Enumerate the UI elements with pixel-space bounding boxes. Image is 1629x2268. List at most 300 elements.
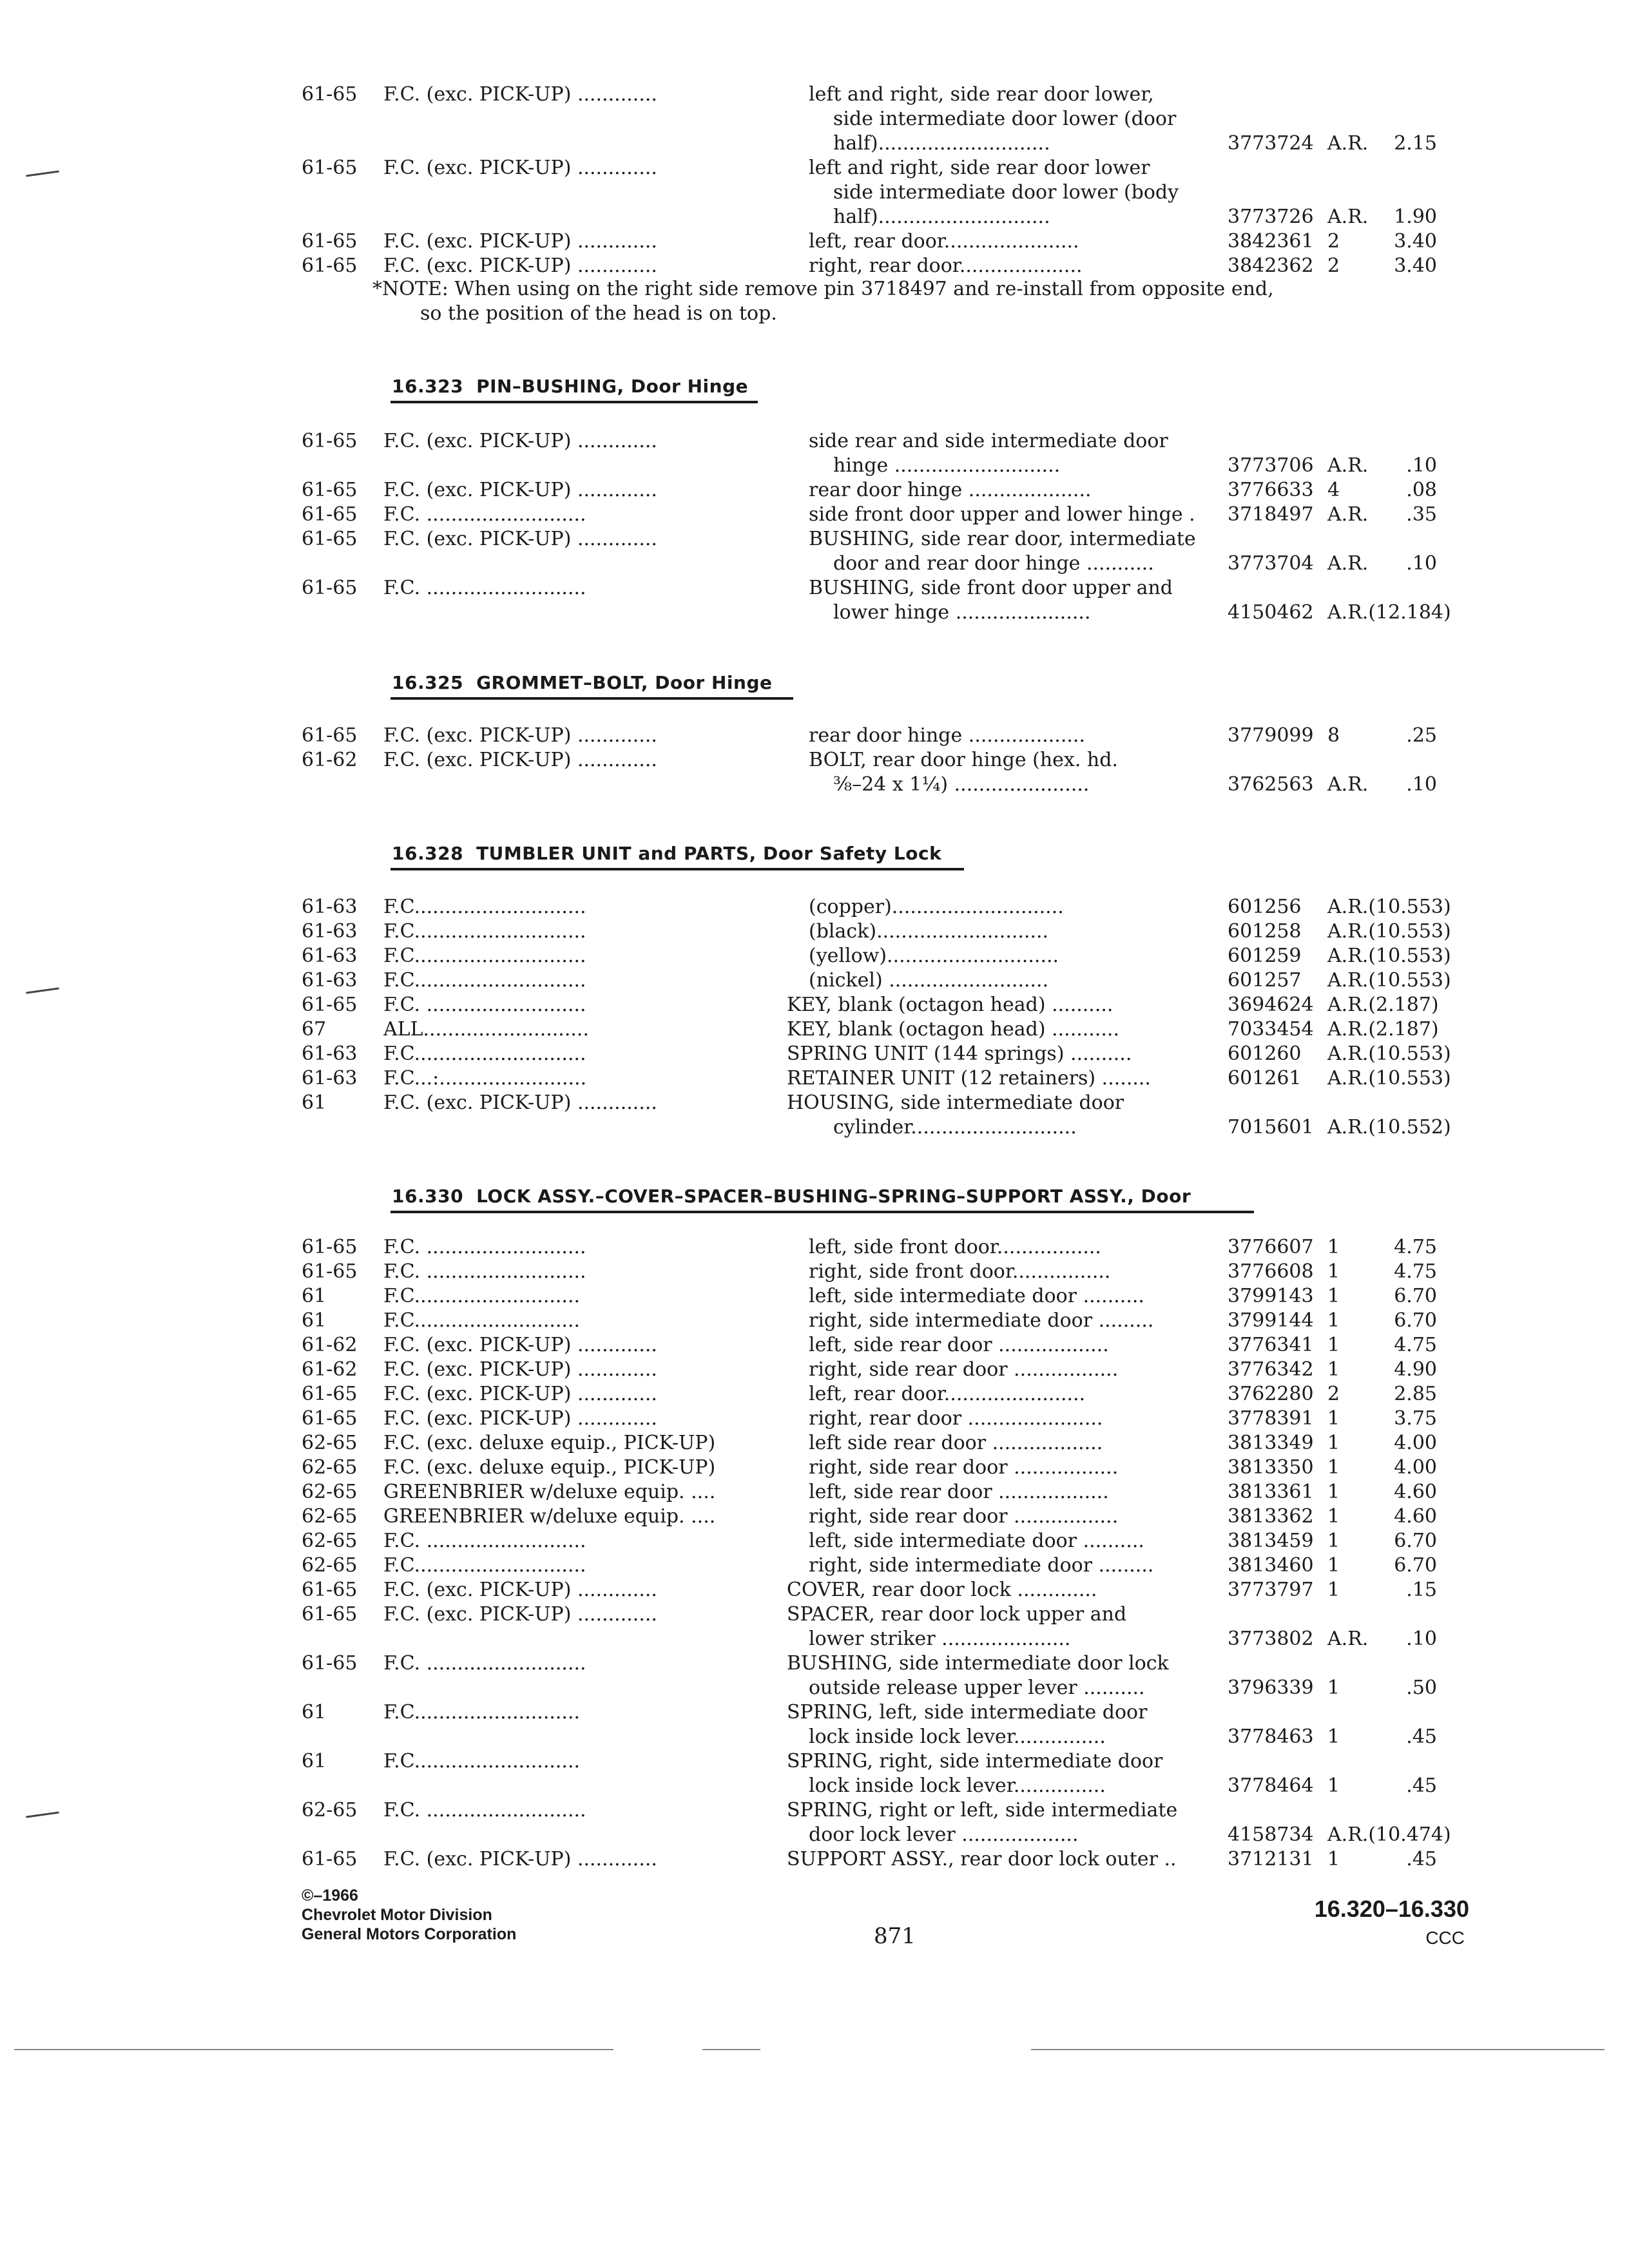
year-range: 61-65: [302, 577, 358, 599]
description: side rear and side intermediate door: [809, 430, 1168, 452]
quantity: A.R.(12.184): [1327, 601, 1451, 624]
catalog-entry: [0, 968, 1629, 993]
price: 2.15: [1394, 132, 1437, 155]
year-range: 62-65: [302, 1799, 358, 1821]
quantity: 2: [1327, 255, 1340, 277]
quantity: A.R.(2.187): [1327, 1018, 1439, 1041]
catalog-entry: [0, 1553, 1629, 1578]
year-range: 61-65: [302, 430, 358, 452]
catalog-entry: [0, 156, 1629, 228]
description: COVER, rear door lock .............: [787, 1579, 1097, 1601]
model: F.C...........................: [383, 1701, 581, 1724]
year-range: 62-65: [302, 1530, 358, 1552]
part-number: 3773802: [1228, 1628, 1314, 1650]
year-range: 61-65: [302, 1579, 358, 1601]
quantity: 2: [1327, 230, 1340, 253]
model: ALL...........................: [383, 1018, 589, 1041]
catalog-entry: [0, 1017, 1629, 1042]
page-edge-line: [14, 2049, 613, 2050]
catalog-entry: [0, 1700, 1629, 1748]
description: right, rear door ......................: [809, 1407, 1103, 1430]
section-number: 16.330: [392, 1186, 464, 1207]
quantity: 1: [1327, 1774, 1340, 1797]
quantity: A.R.: [1327, 552, 1369, 575]
model: F.C. ..........................: [383, 1530, 586, 1552]
section-header: [392, 1184, 1191, 1209]
description: side front door upper and lower hinge .: [809, 503, 1195, 526]
model: F.C. (exc. PICK-UP) .............: [383, 255, 657, 277]
section-title: GROMMET–BOLT,: [476, 672, 648, 693]
catalog-entry: [0, 229, 1629, 254]
description: left, side front door.................: [809, 1236, 1101, 1258]
description-continued: lock inside lock lever...............: [809, 1774, 1106, 1797]
price: 4.75: [1394, 1334, 1437, 1356]
quantity: A.R.(10.553): [1327, 1043, 1451, 1065]
price: 3.40: [1394, 230, 1437, 253]
price: 6.70: [1394, 1309, 1437, 1332]
description: right, side rear door .................: [809, 1358, 1119, 1381]
price: 6.70: [1394, 1285, 1437, 1307]
model: F.C. ..........................: [383, 503, 586, 526]
price: .10: [1406, 552, 1437, 575]
description: left, side intermediate door ..........: [809, 1285, 1144, 1307]
part-number: 3712131: [1228, 1848, 1314, 1870]
catalog-entry: [0, 1504, 1629, 1529]
section-number: 16.325: [392, 672, 464, 693]
year-range: 61-65: [302, 503, 358, 526]
part-number: 3799144: [1228, 1309, 1314, 1332]
description-continued: ⅜–24 x 1¼) ......................: [833, 773, 1090, 796]
year-range: 61: [302, 1285, 327, 1307]
price: 4.90: [1394, 1358, 1437, 1381]
year-range: 61-65: [302, 1383, 358, 1405]
part-number: 3813349: [1228, 1432, 1314, 1454]
part-number: 3718497: [1228, 503, 1314, 526]
model: F.C. (exc. PICK-UP) .............: [383, 1383, 657, 1405]
model: F.C. (exc. deluxe equip., PICK-UP): [383, 1432, 716, 1454]
catalog-entry: [0, 503, 1629, 527]
description: BOLT, rear door hinge (hex. hd.: [809, 749, 1118, 771]
catalog-entry: [0, 1847, 1629, 1872]
year-range: 61-65: [302, 1603, 358, 1626]
model: F.C. ..........................: [383, 1799, 586, 1821]
section-underline: [390, 697, 793, 700]
quantity: A.R.(10.553): [1327, 920, 1451, 943]
description-continued: cylinder...........................: [833, 1116, 1077, 1139]
part-number: 3813459: [1228, 1530, 1314, 1552]
model: F.C. (exc. PICK-UP) .............: [383, 749, 657, 771]
price: 4.00: [1394, 1456, 1437, 1479]
model: F.C............................: [383, 1554, 586, 1577]
year-range: 61-62: [302, 1358, 358, 1381]
part-number: 3778391: [1228, 1407, 1314, 1430]
catalog-entry: [0, 993, 1629, 1017]
price: 4.60: [1394, 1505, 1437, 1528]
part-number: 601260: [1228, 1043, 1302, 1065]
part-number: 4158734: [1228, 1823, 1314, 1846]
model: F.C............................: [383, 920, 586, 943]
quantity: 1: [1327, 1260, 1340, 1283]
model: F.C...........................: [383, 1285, 581, 1307]
page-number: 871: [874, 1923, 916, 1949]
price: 4.75: [1394, 1260, 1437, 1283]
description: left side rear door ..................: [809, 1432, 1103, 1454]
year-range: 61: [302, 1701, 327, 1724]
quantity: 1: [1327, 1677, 1340, 1699]
part-number: 3813460: [1228, 1554, 1314, 1577]
section-underline: [390, 868, 964, 870]
description: (copper)............................: [809, 896, 1064, 918]
description: right, side rear door .................: [809, 1456, 1119, 1479]
model: F.C. (exc. PICK-UP) .............: [383, 1407, 657, 1430]
quantity: A.R.(10.553): [1327, 896, 1451, 918]
model: F.C. (exc. PICK-UP) .............: [383, 83, 657, 106]
description: left, rear door.......................: [809, 1383, 1086, 1405]
description: SUPPORT ASSY., rear door lock outer ..: [787, 1848, 1177, 1870]
description: (black)............................: [809, 920, 1049, 943]
year-range: 62-65: [302, 1505, 358, 1528]
model: F.C...........................: [383, 1309, 581, 1332]
year-range: 61-65: [302, 1407, 358, 1430]
division-name: Chevrolet Motor Division: [302, 1906, 492, 1924]
catalog-entry: [0, 1651, 1629, 1699]
part-number: 3813362: [1228, 1505, 1314, 1528]
description: right, side intermediate door .........: [809, 1309, 1154, 1332]
description: SPRING, left, side intermediate door: [787, 1701, 1148, 1724]
part-number: 3762280: [1228, 1383, 1314, 1405]
description: KEY, blank (octagon head) ..........: [787, 994, 1113, 1016]
catalog-entry: [0, 1042, 1629, 1066]
part-number: 4150462: [1228, 601, 1314, 624]
quantity: 1: [1327, 1334, 1340, 1356]
model: F.C............................: [383, 969, 586, 992]
price: 3.75: [1394, 1407, 1437, 1430]
description: rear door hinge ...................: [809, 724, 1085, 747]
part-number: 601259: [1228, 945, 1302, 967]
description: (yellow)............................: [809, 945, 1059, 967]
quantity: 1: [1327, 1285, 1340, 1307]
quantity: 1: [1327, 1432, 1340, 1454]
catalog-entry: [0, 1066, 1629, 1091]
price: 6.70: [1394, 1530, 1437, 1552]
catalog-entry: [0, 527, 1629, 575]
year-range: 61-65: [302, 157, 358, 179]
price: .08: [1406, 479, 1437, 501]
part-number: 3779099: [1228, 724, 1314, 747]
quantity: A.R.(10.552): [1327, 1116, 1451, 1139]
part-number: 601257: [1228, 969, 1302, 992]
catalog-entry: [0, 1284, 1629, 1309]
model: F.C. ..........................: [383, 1260, 586, 1283]
catalog-entry: [0, 429, 1629, 477]
year-range: 61-63: [302, 945, 358, 967]
catalog-entry: [0, 1358, 1629, 1382]
section-header: [392, 670, 773, 696]
price: .45: [1406, 1725, 1437, 1748]
description-continued: door lock lever ...................: [809, 1823, 1079, 1846]
model: GREENBRIER w/deluxe equip. ....: [383, 1505, 716, 1528]
description: SPACER, rear door lock upper and: [787, 1603, 1127, 1626]
quantity: A.R.(10.553): [1327, 969, 1451, 992]
model: F.C. (exc. PICK-UP) .............: [383, 1091, 657, 1114]
quantity: A.R.: [1327, 1628, 1369, 1650]
quantity: A.R.: [1327, 503, 1369, 526]
description: SPRING, right, side intermediate door: [787, 1750, 1163, 1773]
description: left, side intermediate door ..........: [809, 1530, 1144, 1552]
part-number: 3842362: [1228, 255, 1314, 277]
part-number: 3694624: [1228, 994, 1314, 1016]
quantity: 1: [1327, 1579, 1340, 1601]
model: F.C. (exc. PICK-UP) .............: [383, 230, 657, 253]
year-range: 61-65: [302, 230, 358, 253]
year-range: 61-63: [302, 896, 358, 918]
section-header: [392, 841, 941, 867]
year-range: 61-65: [302, 255, 358, 277]
description-continued: half)............................: [833, 132, 1050, 155]
quantity: 8: [1327, 724, 1340, 747]
quantity: A.R.: [1327, 454, 1369, 477]
section-title: PIN–BUSHING,: [476, 376, 624, 397]
catalog-entry: [0, 1407, 1629, 1431]
price: 3.40: [1394, 255, 1437, 277]
copyright: ©–1966: [302, 1887, 358, 1905]
price: .45: [1406, 1774, 1437, 1797]
description: BUSHING, side front door upper and: [809, 577, 1173, 599]
price: 4.75: [1394, 1236, 1437, 1258]
description: right, rear door....................: [809, 255, 1083, 277]
description: RETAINER UNIT (12 retainers) ........: [787, 1067, 1151, 1090]
page-edge-line: [702, 2049, 760, 2050]
year-range: 62-65: [302, 1554, 358, 1577]
section-title: TUMBLER UNIT: [476, 843, 632, 864]
price: .15: [1406, 1579, 1437, 1601]
quantity: 1: [1327, 1848, 1340, 1870]
note: *NOTE: When using on the right side remove pin 3718497 and re-install from opposite end,: [372, 278, 1274, 300]
description: left and right, side rear door lower: [809, 157, 1150, 179]
description-continued: side intermediate door lower (body: [833, 181, 1179, 204]
price: .10: [1406, 454, 1437, 477]
catalog-entry: [0, 724, 1629, 748]
section-number: 16.328: [392, 843, 464, 864]
catalog-entry: [0, 1382, 1629, 1407]
catalog-entry: [0, 1480, 1629, 1504]
part-number: 3813361: [1228, 1481, 1314, 1503]
model: GREENBRIER w/deluxe equip. ....: [383, 1481, 716, 1503]
quantity: 1: [1327, 1358, 1340, 1381]
year-range: 62-65: [302, 1432, 358, 1454]
quantity: 1: [1327, 1530, 1340, 1552]
year-range: 61-65: [302, 994, 358, 1016]
price: 1.90: [1394, 206, 1437, 228]
quantity: 1: [1327, 1309, 1340, 1332]
catalog-entry: [0, 1602, 1629, 1650]
catalog-entry: [0, 82, 1629, 155]
part-number: 601258: [1228, 920, 1302, 943]
catalog-entry: [0, 576, 1629, 624]
part-number: 3799143: [1228, 1285, 1314, 1307]
description: BUSHING, side rear door, intermediate: [809, 528, 1196, 550]
year-range: 61: [302, 1750, 327, 1773]
section-underline: [390, 401, 758, 403]
part-number: 3776342: [1228, 1358, 1314, 1381]
catalog-entry: [0, 1309, 1629, 1333]
model: F.C. ..........................: [383, 1652, 586, 1675]
description-continued: half)............................: [833, 206, 1050, 228]
catalog-code: CCC: [1425, 1928, 1465, 1948]
description: BUSHING, side intermediate door lock: [787, 1652, 1169, 1675]
section-number: 16.323: [392, 376, 464, 397]
part-number: 3776341: [1228, 1334, 1314, 1356]
section-header: [392, 374, 748, 399]
quantity: 1: [1327, 1554, 1340, 1577]
model: F.C. (exc. PICK-UP) .............: [383, 528, 657, 550]
quantity: 1: [1327, 1481, 1340, 1503]
description: right, side front door................: [809, 1260, 1111, 1283]
description: left, side rear door ..................: [809, 1334, 1109, 1356]
quantity: A.R.: [1327, 773, 1369, 796]
year-range: 61: [302, 1091, 327, 1114]
quantity: 1: [1327, 1407, 1340, 1430]
catalog-entry: [0, 1260, 1629, 1284]
quantity: A.R.(10.553): [1327, 1067, 1451, 1090]
description-continued: lock inside lock lever...............: [809, 1725, 1106, 1748]
description: SPRING UNIT (144 springs) ..........: [787, 1043, 1132, 1065]
model: F.C. (exc. deluxe equip., PICK-UP): [383, 1456, 716, 1479]
model: F.C. (exc. PICK-UP) .............: [383, 1579, 657, 1601]
price: .45: [1406, 1848, 1437, 1870]
catalog-entry: [0, 1456, 1629, 1480]
price: .50: [1406, 1677, 1437, 1699]
section-title-suffix: and PARTS, Door Safety Lock: [638, 843, 942, 864]
model: F.C...:........................: [383, 1067, 587, 1090]
model: F.C. (exc. PICK-UP) .............: [383, 1334, 657, 1356]
part-number: 3796339: [1228, 1677, 1314, 1699]
catalog-entry: [0, 1798, 1629, 1846]
quantity: A.R.(10.553): [1327, 945, 1451, 967]
price: 6.70: [1394, 1554, 1437, 1577]
year-range: 61-63: [302, 1043, 358, 1065]
price: .35: [1406, 503, 1437, 526]
part-number: 3778464: [1228, 1774, 1314, 1797]
part-number: 601256: [1228, 896, 1302, 918]
year-range: 61: [302, 1309, 327, 1332]
description: rear door hinge ....................: [809, 479, 1092, 501]
catalog-entry: [0, 1529, 1629, 1553]
catalog-entry: [0, 944, 1629, 968]
part-number: 3773797: [1228, 1579, 1314, 1601]
section-title: LOCK ASSY.–COVER–SPACER–BUSHING–SPRING–SUPPORT ASSY.,: [476, 1186, 1135, 1207]
year-range: 61-65: [302, 83, 358, 106]
page-edge-line: [1031, 2049, 1605, 2050]
year-range: 61-62: [302, 1334, 358, 1356]
model: F.C............................: [383, 896, 586, 918]
part-number: 3776633: [1228, 479, 1314, 501]
year-range: 61-62: [302, 749, 358, 771]
description-continued: hinge ...........................: [833, 454, 1061, 477]
description-continued: door and rear door hinge ...........: [833, 552, 1154, 575]
quantity: A.R.: [1327, 206, 1369, 228]
catalog-entry: [0, 1431, 1629, 1456]
section-title-suffix: Door: [1141, 1186, 1191, 1207]
price: .10: [1406, 1628, 1437, 1650]
quantity: 1: [1327, 1725, 1340, 1748]
quantity: 4: [1327, 479, 1340, 501]
catalog-entry: [0, 1235, 1629, 1260]
part-number: 7015601: [1228, 1116, 1314, 1139]
model: F.C. ..........................: [383, 577, 586, 599]
part-number: 3762563: [1228, 773, 1314, 796]
section-range: 16.320–16.330: [1314, 1896, 1469, 1922]
catalog-entry: [0, 1749, 1629, 1797]
quantity: 1: [1327, 1456, 1340, 1479]
description: left and right, side rear door lower,: [809, 83, 1154, 106]
catalog-entry: [0, 748, 1629, 796]
price: 4.00: [1394, 1432, 1437, 1454]
part-number: 3773704: [1228, 552, 1314, 575]
part-number: 3773726: [1228, 206, 1314, 228]
description-continued: outside release upper lever ..........: [809, 1677, 1145, 1699]
model: F.C. ..........................: [383, 994, 586, 1016]
description: HOUSING, side intermediate door: [787, 1091, 1124, 1114]
part-number: 3773706: [1228, 454, 1314, 477]
catalog-entry: [0, 254, 1629, 278]
part-number: 3776607: [1228, 1236, 1314, 1258]
description: right, side rear door .................: [809, 1505, 1119, 1528]
part-number: 3813350: [1228, 1456, 1314, 1479]
quantity: A.R.(10.474): [1327, 1823, 1451, 1846]
catalog-entry: [0, 478, 1629, 503]
catalog-entry: [0, 919, 1629, 944]
description-continued: lower hinge ......................: [833, 601, 1091, 624]
model: F.C...........................: [383, 1750, 581, 1773]
model: F.C. (exc. PICK-UP) .............: [383, 157, 657, 179]
section-title-suffix: Door Hinge: [630, 376, 749, 397]
quantity: 1: [1327, 1505, 1340, 1528]
part-number: 3778463: [1228, 1725, 1314, 1748]
note-continued: so the position of the head is on top.: [420, 302, 777, 325]
year-range: 61-63: [302, 920, 358, 943]
year-range: 67: [302, 1018, 327, 1041]
corporation-name: General Motors Corporation: [302, 1925, 517, 1943]
quantity: A.R.: [1327, 132, 1369, 155]
section-underline: [390, 1211, 1254, 1213]
model: F.C. (exc. PICK-UP) .............: [383, 724, 657, 747]
section-title-suffix: Door Hinge: [655, 672, 773, 693]
description: left, rear door......................: [809, 230, 1079, 253]
catalog-entry: [0, 895, 1629, 919]
description: KEY, blank (octagon head) ...........: [787, 1018, 1119, 1041]
part-number: 3842361: [1228, 230, 1314, 253]
price: 4.60: [1394, 1481, 1437, 1503]
quantity: A.R.(2.187): [1327, 994, 1439, 1016]
model: F.C............................: [383, 1043, 586, 1065]
year-range: 62-65: [302, 1481, 358, 1503]
year-range: 61-63: [302, 1067, 358, 1090]
part-number: 7033454: [1228, 1018, 1314, 1041]
model: F.C. (exc. PICK-UP) .............: [383, 479, 657, 501]
description: left, side rear door ..................: [809, 1481, 1109, 1503]
model: F.C............................: [383, 945, 586, 967]
part-number: 601261: [1228, 1067, 1302, 1090]
price: .25: [1406, 724, 1437, 747]
description: right, side intermediate door .........: [809, 1554, 1154, 1577]
year-range: 61-65: [302, 724, 358, 747]
description: (nickel) ..........................: [809, 969, 1049, 992]
model: F.C. (exc. PICK-UP) .............: [383, 1848, 657, 1870]
model: F.C. (exc. PICK-UP) .............: [383, 1358, 657, 1381]
catalog-entry: [0, 1578, 1629, 1602]
year-range: 61-63: [302, 969, 358, 992]
